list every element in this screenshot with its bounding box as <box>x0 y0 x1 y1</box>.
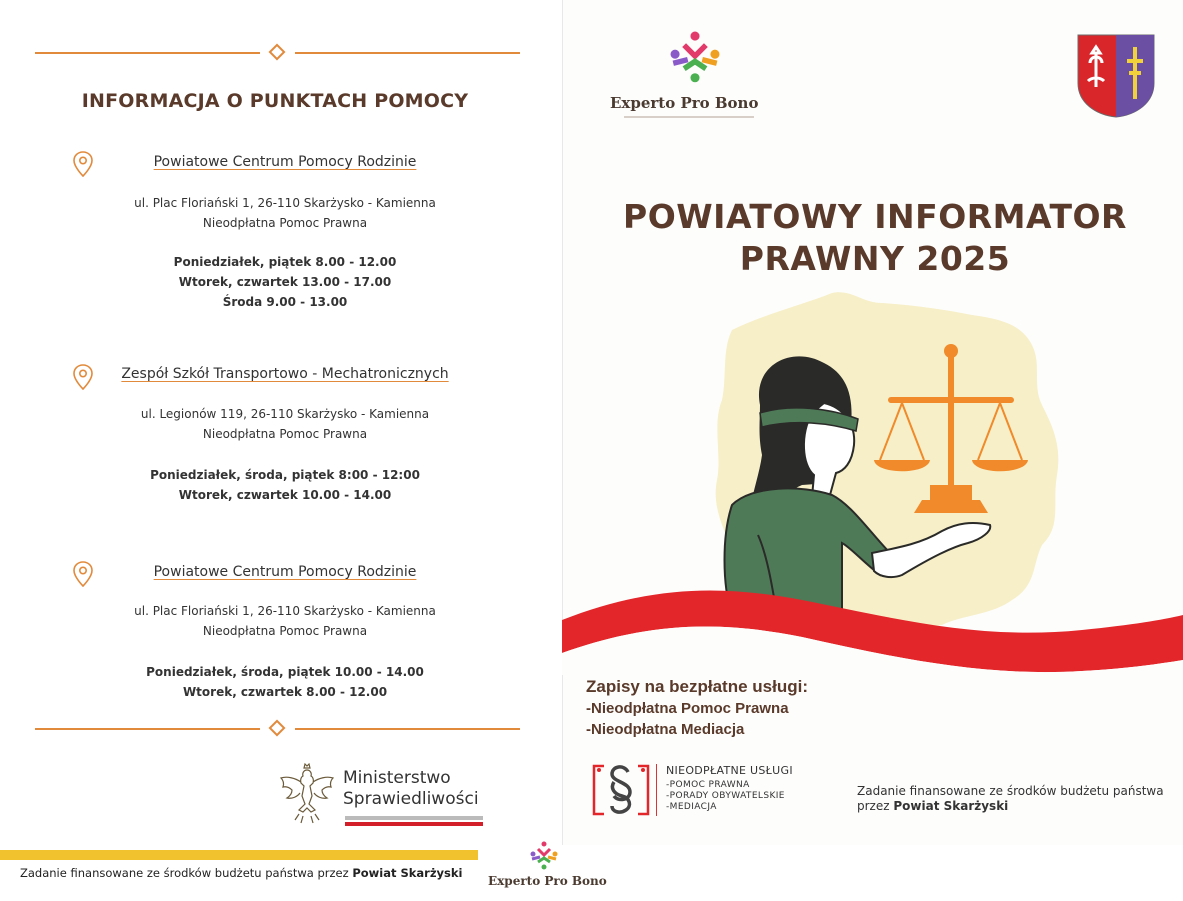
signup-heading: Zapisy na bezpłatne usługi: <box>586 677 808 696</box>
location-pin-icon <box>72 363 94 391</box>
location-service: Nieodpłatna Pomoc Prawna <box>202 216 368 230</box>
funding-text: Zadanie finansowane ze środków budżetu państwa przez <box>857 784 1164 813</box>
footer-funding-note <box>20 866 462 880</box>
hours-line: Poniedziałek, piątek 8.00 - 12.00 <box>173 255 397 269</box>
ministry-name <box>343 768 479 810</box>
location-service: Nieodpłatna Pomoc Prawna <box>202 427 368 441</box>
nu-logo-item: -POMOC PRAWNA <box>666 780 750 790</box>
section-heading: INFORMACJA O PUNKTACH POMOCY <box>81 90 469 112</box>
funding-bold: Powiat Skarżyski <box>893 799 1009 813</box>
location-hours <box>70 252 500 312</box>
hours-line: Wtorek, czwartek 10.00 - 14.00 <box>178 488 392 502</box>
nu-logo-items <box>666 780 785 813</box>
funding-note <box>857 784 1167 814</box>
location-address: ul. Plac Floriański 1, 26-110 Skarżysko - Kamienna <box>134 196 436 210</box>
location-title: Zespół Szkół Transportowo - Mechatronicznych <box>121 366 449 382</box>
title-line-1: POWIATOWY INFORMATOR <box>623 197 1127 236</box>
logo-tagline-line <box>624 116 754 118</box>
hours-line: Poniedziałek, środa, piątek 10.00 - 14.00 <box>146 665 424 679</box>
title-line-2: PRAWNY 2025 <box>739 239 1011 278</box>
location-service: Nieodpłatna Pomoc Prawna <box>202 624 368 638</box>
location-pin-icon <box>72 150 94 178</box>
nu-logo-item: -MEDIACJA <box>666 802 717 812</box>
ministry-bar-white <box>345 816 483 820</box>
experto-pro-bono-logo-icon <box>666 28 724 84</box>
location-title: Powiatowe Centrum Pomocy Rodzinie <box>153 564 417 580</box>
location-hours <box>70 662 500 702</box>
paragraph-section-icon <box>590 760 652 818</box>
footer-note-bold: Powiat Skarżyski <box>352 866 463 880</box>
polish-eagle-icon <box>277 760 337 826</box>
top-divider <box>35 46 520 60</box>
footer-experto-logo <box>488 840 618 892</box>
bottom-divider <box>35 722 520 736</box>
nu-logo-title: NIEODPŁATNE USŁUGI <box>666 764 793 777</box>
signup-section <box>586 676 808 740</box>
experto-pro-bono-logo-icon <box>528 840 560 870</box>
signup-item: -Nieodpłatna Mediacja <box>586 721 745 738</box>
nu-logo-item: -PORADY OBYWATELSKIE <box>666 791 785 801</box>
coat-of-arms-icon <box>1076 33 1156 119</box>
hours-line: Poniedziałek, środa, piątek 8:00 - 12:00 <box>150 468 420 482</box>
location-address: ul. Legionów 119, 26-110 Skarżysko - Kamienna <box>140 407 430 421</box>
footer-logo-name: Experto Pro Bono <box>488 874 607 888</box>
location-title: Powiatowe Centrum Pomocy Rodzinie <box>153 154 417 170</box>
ministry-bar-red <box>345 822 483 826</box>
hours-line: Środa 9.00 - 13.00 <box>222 295 348 309</box>
signup-item: -Nieodpłatna Pomoc Prawna <box>586 700 789 717</box>
ministry-logo <box>277 760 497 830</box>
experto-pro-bono-logo <box>610 28 790 123</box>
document-title <box>600 196 1150 280</box>
footer-note-text: Zadanie finansowane ze środków budżetu państwa przez <box>20 866 353 880</box>
left-panel <box>0 0 560 901</box>
footer-strip <box>0 850 478 860</box>
nieodplatne-uslugi-logo <box>590 760 830 820</box>
ministry-line-1: Ministerstwo <box>343 768 451 788</box>
location-address: ul. Plac Floriański 1, 26-110 Skarżysko - Kamienna <box>134 604 436 618</box>
hours-line: Wtorek, czwartek 13.00 - 17.00 <box>178 275 392 289</box>
location-hours <box>70 465 500 505</box>
ministry-line-2: Sprawiedliwości <box>343 789 479 809</box>
logo-name: Experto Pro Bono <box>610 94 759 112</box>
hours-line: Wtorek, czwartek 8.00 - 12.00 <box>182 685 388 699</box>
location-pin-icon <box>72 560 94 588</box>
logo-separator <box>656 764 657 816</box>
lady-justice-illustration <box>562 285 1183 675</box>
